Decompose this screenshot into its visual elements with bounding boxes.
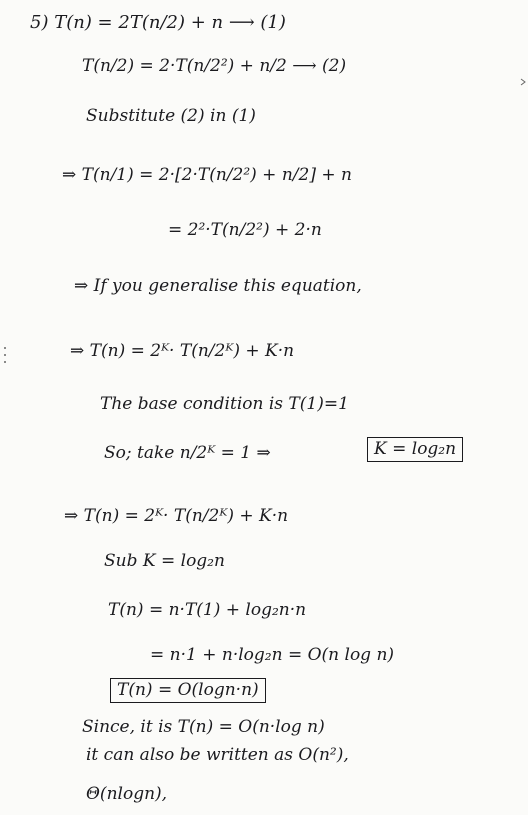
line-substitution-step: ⇒ T(n/1) = 2·[2·T(n/2²) + n/2] + n — [62, 165, 352, 185]
line-theta: Θ(nlogn), — [86, 784, 168, 804]
boxed-final-result: T(n) = O(logn·n) — [110, 678, 266, 703]
line-half-recurrence: T(n/2) = 2·T(n/2²) + n/2 ⟶ (2) — [82, 56, 347, 76]
line-generalise: ⇒ If you generalise this equation, — [74, 276, 362, 296]
line-general-form: ⇒ T(n) = 2ᴷ· T(n/2ᴷ) + K·n — [70, 341, 295, 361]
line-general-form-repeat: ⇒ T(n) = 2ᴷ· T(n/2ᴷ) + K·n — [64, 506, 289, 526]
line-base-condition: The base condition is T(1)=1 — [100, 394, 349, 414]
line-also-written: it can also be written as O(n²), — [86, 745, 349, 765]
line-take: So; take n/2ᴷ = 1 ⇒ — [104, 443, 271, 463]
line-expand: T(n) = n·T(1) + log₂n·n — [108, 600, 307, 620]
line-simplified: = 2²·T(n/2²) + 2·n — [168, 220, 322, 240]
line-recurrence: 5) T(n) = 2T(n/2) + n ⟶ (1) — [30, 12, 286, 33]
line-result: = n·1 + n·log₂n = O(n log n) — [150, 645, 395, 665]
line-substitute: Substitute (2) in (1) — [86, 106, 256, 126]
edge-mark — [520, 78, 526, 86]
boxed-k-result: K = log₂n — [367, 437, 463, 462]
line-sub-k: Sub K = log₂n — [104, 551, 225, 571]
line-since: Since, it is T(n) = O(n·log n) — [82, 717, 325, 737]
margin-marks — [3, 345, 7, 365]
